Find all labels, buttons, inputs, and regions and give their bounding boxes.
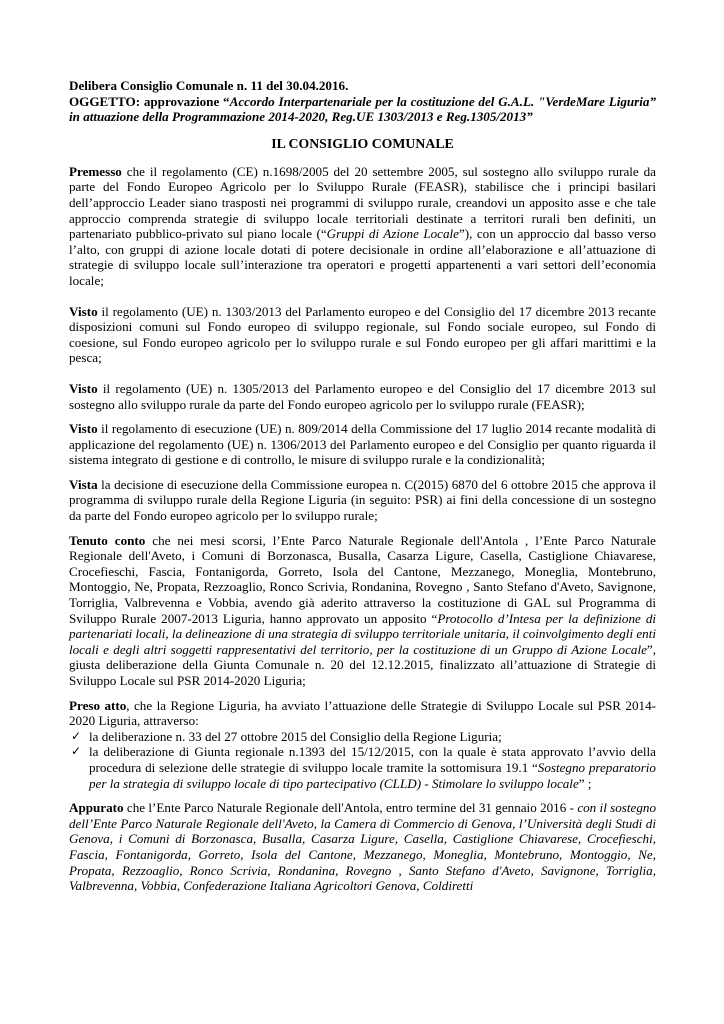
oggetto-label: OGGETTO: approvazione “ <box>69 93 230 109</box>
paragraph-text: ”), con un approccio dal basso verso l’alto, con gruppi di azione locale dotati di potere decisionale in ordine all’elaborazione e all’attuazione di strategie di sviluppo locale sull’interazione tra operatori e progetti appartenenti a vari settori dell’economia locale; <box>69 226 656 288</box>
oggetto-title: Accordo Interpartenariale per la costituzione del G.A.L. "VerdeMare Liguria” in attuazione della Programmazione 2014-2020, Reg.UE 1303/2013 e Reg.1305/2013” <box>69 93 656 125</box>
preso-atto-list <box>69 729 656 791</box>
paragraph-italic: Gruppi di Azione Locale <box>326 226 459 242</box>
list-item <box>69 744 656 791</box>
paragraph-text: che nei mesi scorsi, l’Ente Parco Naturale Regionale dell'Antola , l’Ente Parco Naturale Regionale dell'Aveto, i Comuni di Borzonasca, Busalla, Casarza Ligure, Casella, Castiglione Chiavarese, Crocefieschi, Fascia, Fontanigorda, Gorreto, Isola del Cantone, Mezzanego, Moneglia, Montebruno, Montoggio, Ne, Propata, Rezzoaglio, Ronco Scrivia, Rondanina, Rovegno , Santo Stefano d'Aveto, Savignone, Torriglia, Valbrevenna e Vobbia, avendo già aderito attraverso la costituzione di GAL sul Programma di Sviluppo Rurale 2007-2013 Liguria, hanno approvato un apposito “ <box>69 532 656 626</box>
list-item-text: ” ; <box>578 775 592 791</box>
delibera-line: Delibera Consiglio Comunale n. 11 del 30.04.2016. <box>69 78 349 93</box>
list-item-italic: Sostegno preparatorio per la strategia di sviluppo locale di tipo partecipativo (CLLD) - Stimolare lo sviluppo locale <box>89 759 656 791</box>
paragraph-italic: Protocollo d’Intesa per la definizione di partenariati locali, la delineazione di una strategia di sviluppo territoriale unitaria, il coinvolgimento degli enti locali e degli altri soggetti rappresentativi del territorio, per la costituzione di un Gruppo di Azione Locale <box>69 610 657 657</box>
paragraph-vista <box>69 477 656 524</box>
document-title: IL CONSIGLIO COMUNALE <box>271 135 454 151</box>
list-item-text: la deliberazione di Giunta regionale n.1393 del 15/12/2015, con la quale è stata approvato l’avvio della procedura di selezione delle strategie di sviluppo locale tramite la sottomisura 19.1 “ <box>89 744 656 775</box>
checkmark-icon: ✓ <box>71 728 82 743</box>
paragraph-text: la decisione di esecuzione della Commissione europea n. C(2015) 6870 del 6 ottobre 2015 che approva il programma di sviluppo rurale della Regione Liguria (in seguito: PSR) ai fini della concessione di un sostegno da parte del Fondo europeo agricolo per lo sviluppo rurale; <box>69 476 656 524</box>
paragraph-appurato <box>69 800 656 894</box>
paragraph-lead: Visto <box>69 421 98 437</box>
paragraph-text: il regolamento (UE) n. 1303/2013 del Parlamento europeo e del Consiglio del 17 dicembre 2013 recante disposizioni comuni sul Fondo europeo di sviluppo regionale, sul Fondo sociale europeo, sul Fondo di coesione, sul Fondo europeo agricolo per lo sviluppo rurale e sul Fondo europeo per gli affari marittimi e la pesca; <box>69 303 656 366</box>
paragraph-lead: Premesso <box>69 163 122 179</box>
checkmark-icon: ✓ <box>71 744 82 759</box>
paragraph-lead: Visto <box>69 303 98 319</box>
paragraph-text: il regolamento (UE) n. 1305/2013 del Parlamento europeo e del Consiglio del 17 dicembre 2013 sul sostegno allo sviluppo rurale da parte del Fondo europeo agricolo per lo sviluppo rurale (FEASR); <box>69 380 656 412</box>
paragraph-lead: Vista <box>69 476 98 492</box>
list-item-text: la deliberazione n. 33 del 27 ottobre 2015 del Consiglio della Regione Liguria; <box>89 728 502 744</box>
paragraph-visto-1305 <box>69 381 656 412</box>
paragraph-italic: con il sostegno dell’Ente Parco Naturale Regionale dell'Aveto, la Camera di Commercio di Genova, l’Università degli Studi di Genova, i Comuni di Borzonasca, Busalla, Casarza Ligure, Casella, Castiglione Chiavarese, Crocefieschi, Fascia, Fontanigorda, Gorreto, Isola del Cantone, Mezzanego, Moneglia, Montebruno, Montoggio, Ne, Propata, Rezzoaglio, Ronco Scrivia, Rondanina, Rovegno , Santo Stefano d'Aveto, Savignone, Torriglia, Valbrevenna, Vobbia, Confederazione Italiana Agricoltori Genova, Coldiretti <box>69 800 656 894</box>
paragraph-text: , che la Regione Liguria, ha avviato l’attuazione delle Strategie di Sviluppo Locale sul PSR 2014-2020 Liguria, attraverso: <box>69 697 656 729</box>
paragraph-text: che l’Ente Parco Naturale Regionale dell'Antola, entro termine del 31 gennaio 2016 - <box>123 800 578 816</box>
paragraph-lead: Preso atto <box>69 697 127 713</box>
oggetto-line <box>69 94 656 125</box>
paragraph-visto-1303 <box>69 304 656 366</box>
paragraph-text: ”, giusta deliberazione della Giunta Comunale n. 20 del 12.12.2015, finalizzato all’attuazione di Strategie di Sviluppo Locale sul PSR 2014-2020 Liguria; <box>69 641 656 688</box>
paragraph-lead: Appurato <box>69 800 124 816</box>
paragraph-lead: Visto <box>69 380 98 396</box>
list-item <box>69 729 656 745</box>
paragraph-visto-809 <box>69 421 656 468</box>
paragraph-premesso <box>69 164 656 289</box>
paragraph-preso-atto <box>69 698 656 729</box>
paragraph-lead: Tenuto conto <box>69 532 146 548</box>
paragraph-text: che il regolamento (CE) n.1698/2005 del 20 settembre 2005, sul sostegno allo sviluppo rurale da parte del Fondo Europeo Agricolo per lo Sviluppo Rurale (FEASR), stabilisce che i principi basilari dell’approccio Leader siano trasposti nei programmi di sviluppo rurale, creandovi un apposito asse e che tale approccio comprenda strategie di sviluppo locale territoriali destinate a territori rurali ben definiti, un partenariato pubblico-privato sul piano locale (“ <box>69 163 656 242</box>
paragraph-tenuto-conto <box>69 533 656 689</box>
paragraph-text: il regolamento di esecuzione (UE) n. 809/2014 della Commissione del 17 luglio 2014 recante modalità di applicazione del regolamento (UE) n. 1306/2013 del Parlamento europeo e del Consiglio per quanto riguarda il sistema integrato di gestione e di controllo, le misure di sviluppo rurale e la condizionalità; <box>69 421 656 468</box>
